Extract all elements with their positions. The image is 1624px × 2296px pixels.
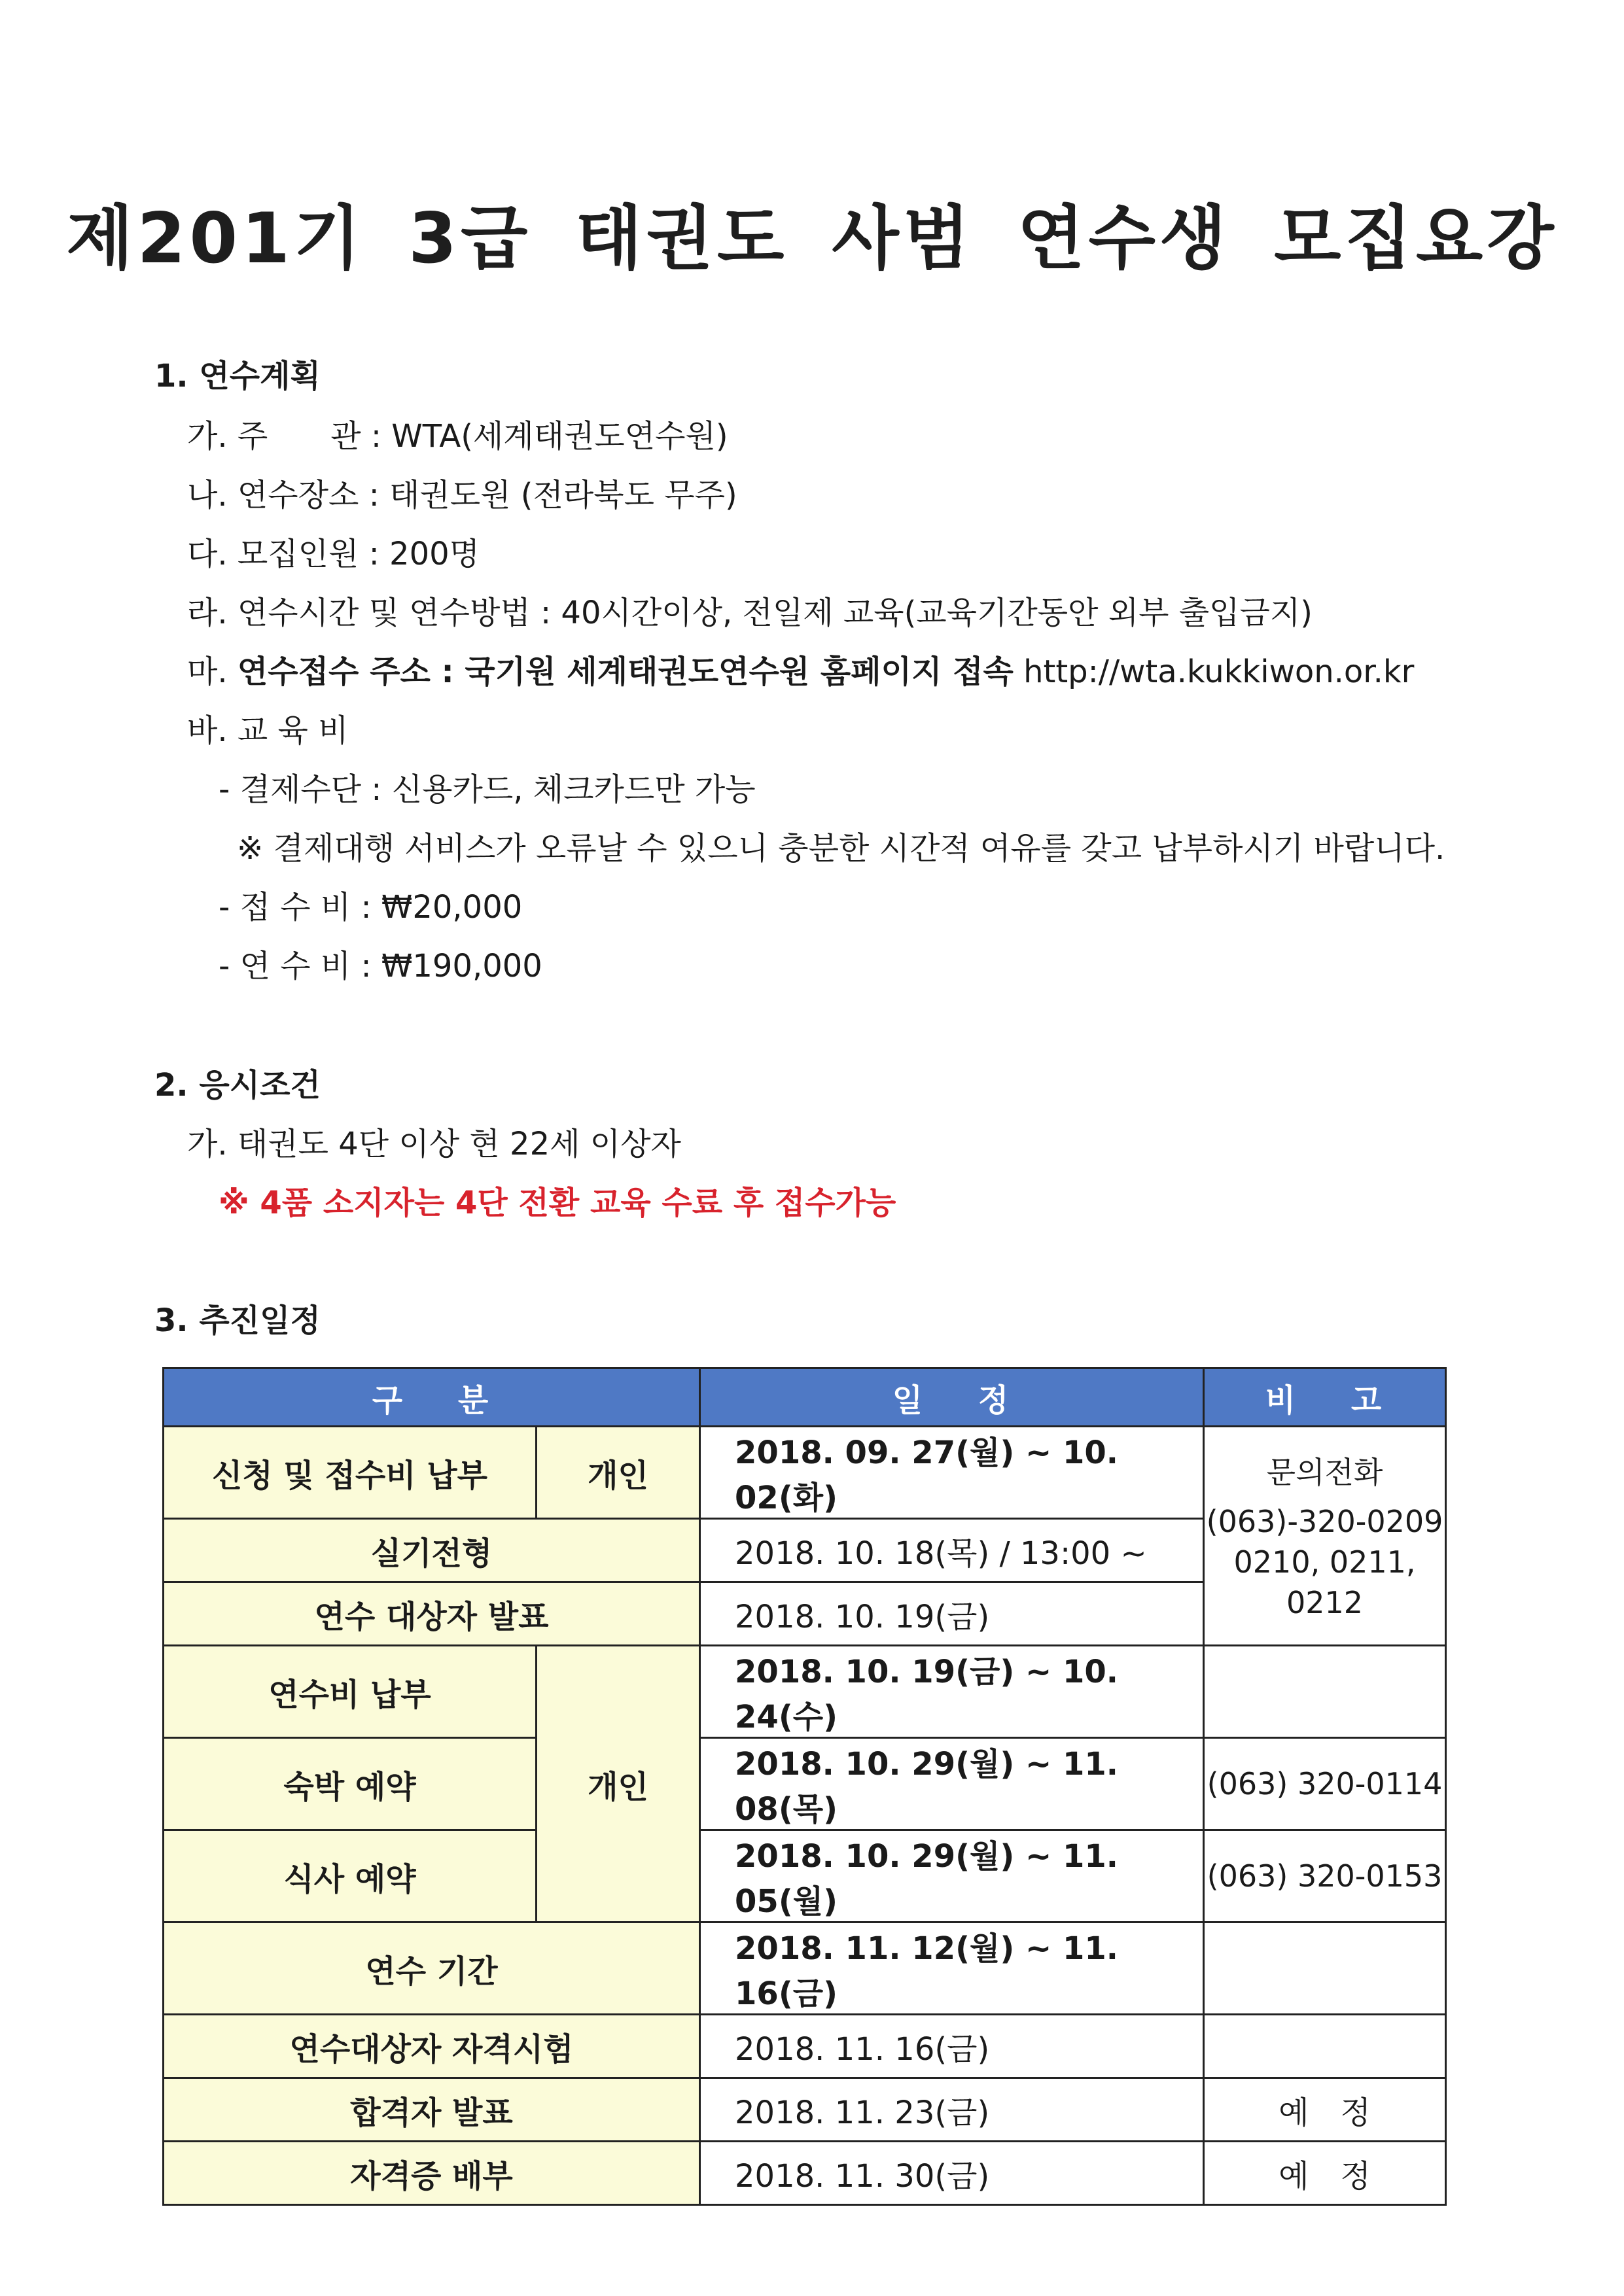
row-schedule: 2018. 11. 23(금) — [700, 2078, 1204, 2142]
organizer-line: 가. 주 관 : WTA(세계태권도연수원) — [187, 418, 728, 455]
header-remark: 비 고 — [1204, 1368, 1446, 1427]
venue-line: 나. 연수장소 : 태권도원 (전라북도 무주) — [187, 477, 737, 513]
row-schedule: 2018. 11. 16(금) — [700, 2015, 1204, 2078]
row-category: 숙박 예약 — [164, 1738, 537, 1830]
section-3-heading: 3. 추진일정 — [154, 1302, 321, 1339]
page-title: 제201기 3급 태권도 사범 연수생 모집요강 — [66, 198, 1558, 279]
application-line — [187, 646, 1414, 691]
row-category: 자격증 배부 — [164, 2142, 700, 2205]
capacity-line: 다. 모집인원 : 200명 — [187, 536, 480, 572]
table-row — [164, 1830, 1446, 1922]
row-category: 연수 대상자 발표 — [164, 1582, 700, 1646]
row-remark — [1204, 1646, 1446, 1738]
table-row — [164, 1922, 1446, 2015]
row-schedule: 2018. 11. 12(월) ~ 11. 16(금) — [700, 1922, 1204, 2015]
table-row — [164, 1427, 1446, 1519]
row-category: 연수대상자 자격시험 — [164, 2015, 700, 2078]
row-category: 연수비 납부 — [164, 1646, 537, 1738]
application-url-link[interactable]: http://wta.kukkiwon.or.kr — [1023, 653, 1415, 690]
row-schedule: 2018. 10. 19(금) — [700, 1582, 1204, 1646]
table-row — [164, 2142, 1446, 2205]
payment-method-line: - 결제수단 : 신용카드, 체크카드만 가능 — [219, 771, 756, 808]
application-text: 연수접수 주소 : 국기원 세계태권도연수원 홈페이지 접속 — [237, 653, 1014, 690]
row-category: 신청 및 접수비 납부 — [164, 1427, 537, 1519]
row-subcategory: 개인 — [537, 1427, 700, 1519]
application-prefix: 마. — [187, 653, 238, 690]
section-1-heading: 1. 연수계획 — [154, 358, 321, 394]
header-category: 구 분 — [164, 1368, 700, 1427]
schedule-header-row — [164, 1368, 1446, 1427]
training-fee-line: - 연 수 비 : ₩190,000 — [219, 948, 542, 984]
row-category: 합격자 발표 — [164, 2078, 700, 2142]
row-schedule: 2018. 09. 27(월) ~ 10. 02(화) — [700, 1427, 1204, 1519]
row-remark: 예 정 — [1204, 2142, 1446, 2205]
row-remark — [1204, 2015, 1446, 2078]
row-schedule: 2018. 10. 18(목) / 13:00 ~ — [700, 1519, 1204, 1582]
eligibility-note: ※ 4품 소지자는 4단 전환 교육 수료 후 접수가능 — [219, 1185, 896, 1221]
section-2-heading: 2. 응시조건 — [154, 1067, 321, 1104]
registration-fee-line: - 접 수 비 : ₩20,000 — [219, 889, 523, 926]
row-category: 실기전형 — [164, 1519, 700, 1582]
row-category: 연수 기간 — [164, 1922, 700, 2015]
payment-note-line: ※ 결제대행 서비스가 오류날 수 있으니 충분한 시간적 여유를 갖고 납부하시기 바랍니다. — [237, 830, 1445, 867]
table-row — [164, 1646, 1446, 1738]
row-group-subcategory: 개인 — [537, 1646, 700, 1922]
row-remark: 예 정 — [1204, 2078, 1446, 2142]
row-remark: (063) 320-0114 — [1204, 1738, 1446, 1830]
hours-line: 라. 연수시간 및 연수방법 : 40시간이상, 전일제 교육(교육기간동안 외부 출입금지) — [187, 595, 1313, 631]
schedule-table — [162, 1367, 1447, 2206]
table-row — [164, 2078, 1446, 2142]
row-schedule: 2018. 10. 19(금) ~ 10. 24(수) — [700, 1646, 1204, 1738]
header-schedule: 일 정 — [700, 1368, 1204, 1427]
row-remark — [1204, 1922, 1446, 2015]
row-schedule: 2018. 10. 29(월) ~ 11. 05(월) — [700, 1830, 1204, 1922]
row-schedule: 2018. 10. 29(월) ~ 11. 08(목) — [700, 1738, 1204, 1830]
row-remark: (063) 320-0153 — [1204, 1830, 1446, 1922]
table-row — [164, 1738, 1446, 1830]
contact-phone-1: (063)-320-0209 — [1206, 1504, 1443, 1539]
row-schedule: 2018. 11. 30(금) — [700, 2142, 1204, 2205]
table-row — [164, 2015, 1446, 2078]
contact-label: 문의전화 — [1266, 1455, 1383, 1490]
row-category: 식사 예약 — [164, 1830, 537, 1922]
contact-info-cell — [1204, 1427, 1446, 1646]
eligibility-line: 가. 태권도 4단 이상 현 22세 이상자 — [187, 1126, 681, 1162]
contact-phone-2: 0210, 0211, 0212 — [1233, 1544, 1416, 1620]
fee-heading: 바. 교 육 비 — [187, 712, 349, 749]
